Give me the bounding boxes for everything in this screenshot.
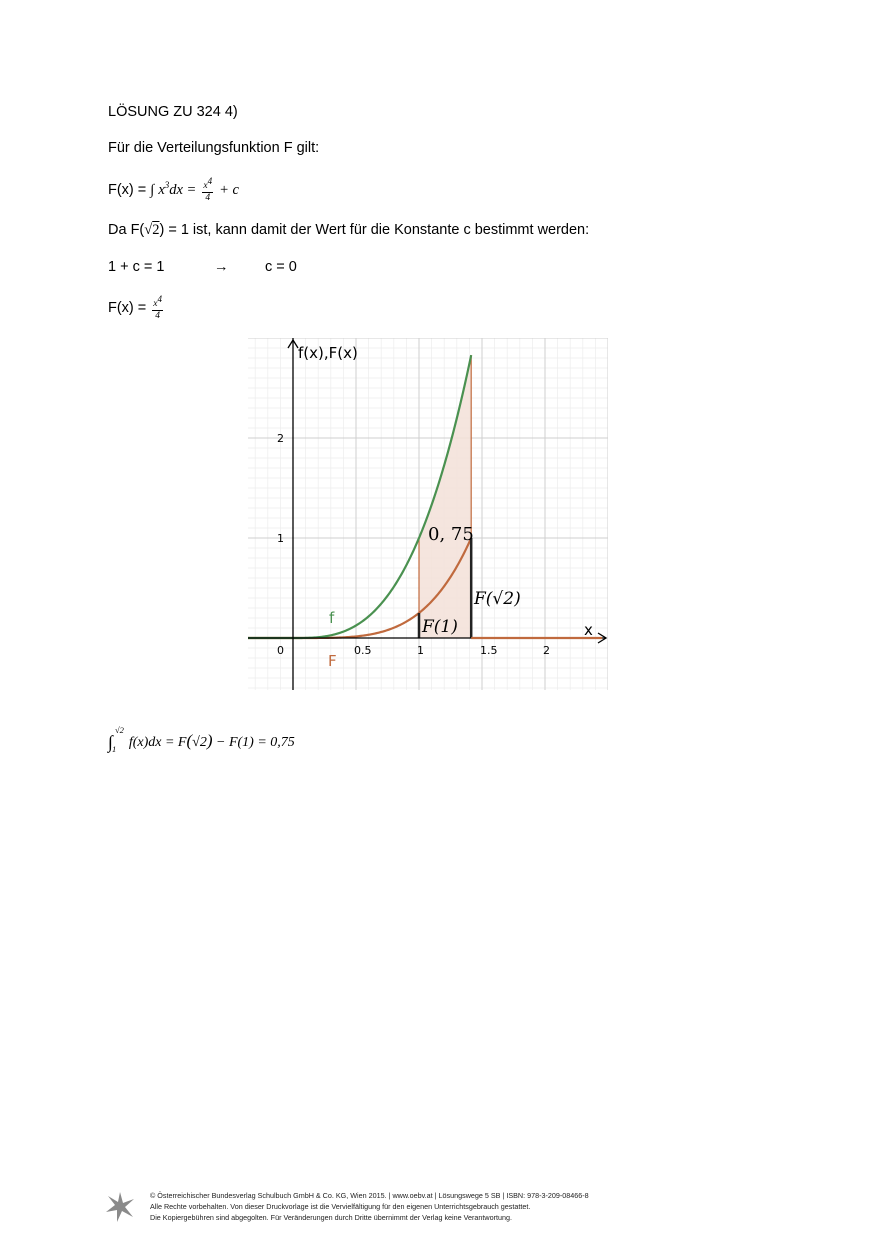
label-F1: F(1)	[422, 617, 458, 637]
x-axis-label: x	[584, 621, 593, 639]
footer-line-3: Die Kopiergebühren sind abgegolten. Für Veränderungen durch Dritte übernimmt der Verlag keine Verantwortung.	[150, 1213, 512, 1222]
label-F: F	[328, 652, 337, 670]
eq3-right: c = 0	[265, 259, 297, 275]
eq1-dx: dx =	[169, 181, 197, 198]
eq1-exp: 3	[164, 180, 170, 191]
eq1-body: x	[158, 181, 165, 198]
x-tick-label: 1	[417, 644, 424, 657]
eq3-left: 1 + c = 1	[108, 259, 165, 275]
equation-solution	[108, 259, 297, 275]
eq5-tail: − F(1) = 0,75	[212, 735, 295, 750]
equation-F: F(x) = $\frac{x4}{4}$	[108, 294, 163, 322]
publisher-logo-icon	[104, 1190, 136, 1224]
footer-line-2: Alle Rechte vorbehalten. Von dieser Druckvorlage ist die Vervielfältigung für den eigenen Unterrichtsgebrauch gestattet.	[150, 1202, 531, 1211]
eq5-body: f(x)dx = F	[128, 735, 187, 750]
x-tick-label: 0	[277, 644, 284, 657]
equation-constant: Da F(√2) = 1 ist, kann damit der Wert für die Konstante c bestimmt werden:	[108, 222, 590, 238]
sqrt-symbol: √2	[144, 222, 160, 238]
x-tick-label: 1.5	[480, 644, 498, 657]
y-tick-label: 1	[277, 532, 284, 545]
footer	[150, 1190, 589, 1223]
eq4-fraction: $\frac{x4}{4}$	[153, 294, 163, 322]
y-tick-label: 2	[277, 432, 284, 445]
integral-upper-limit: √2	[115, 725, 124, 735]
label-f: f	[329, 609, 335, 627]
eq1-fraction: $\frac{x4}{4}$	[203, 176, 213, 204]
arrow-icon: →	[214, 259, 229, 275]
equation-integral	[108, 176, 239, 204]
integral-sign: ∫	[150, 181, 155, 198]
function-graph	[248, 338, 608, 690]
x-tick-label: 2	[543, 644, 550, 657]
eq1-rest: + c	[219, 181, 239, 198]
eq1-lhs: F(x) =	[108, 181, 151, 198]
area-value-label: 0, 75	[428, 524, 474, 545]
area-under-f	[419, 355, 471, 638]
y-axis-label: f(x),F(x)	[298, 344, 358, 362]
eq5-arg: √2	[192, 735, 207, 750]
label-Fsqrt2: F(√2)	[474, 589, 521, 609]
intro-text: Für die Verteilungsfunktion F gilt:	[108, 140, 320, 156]
footer-line-1: © Österreichischer Bundesverlag Schulbuch GmbH & Co. KG, Wien 2015. | www.oebv.at | Lösungswege 5 SB | ISBN: 978-3-209-08466-8	[150, 1191, 589, 1200]
heading: LÖSUNG ZU 324 4)	[108, 104, 238, 120]
equation-definite-integral: ∫ √2 1 f(x)dx = F(√2) − F(1) = 0,75	[108, 725, 295, 754]
integral-lower-limit: 1	[112, 744, 117, 754]
x-tick-label: 0.5	[354, 644, 372, 657]
integral-sign-2: ∫	[108, 732, 113, 752]
